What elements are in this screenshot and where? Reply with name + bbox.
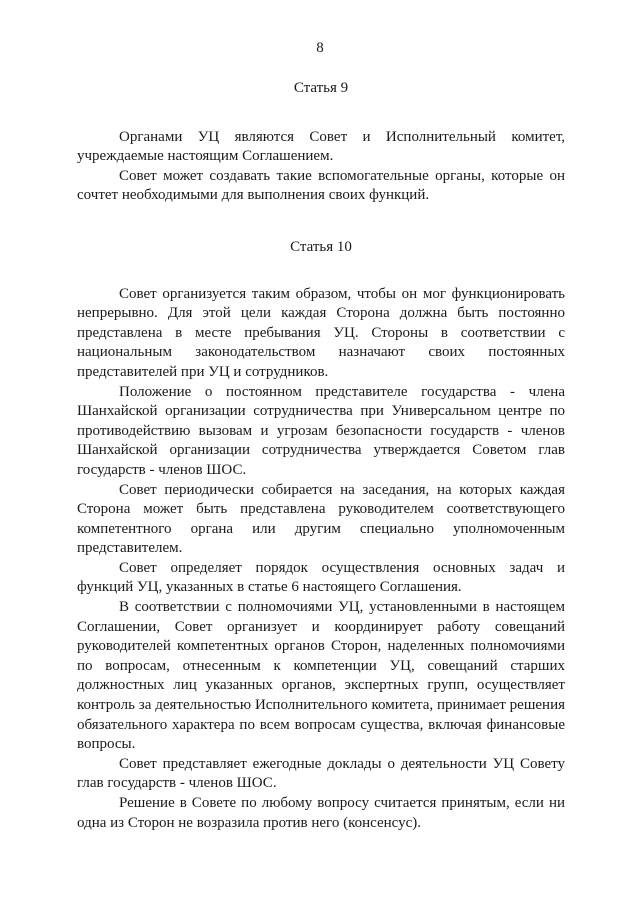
article-10-paragraph: Положение о постоянном представителе государства - члена Шанхайской организации сотрудничества при Универсальном центре по противодействию вызовам и угрозам безопасности государств - членов Шанхайской организации сотрудничества утверждается Советом глав государств - членов ШОС. bbox=[77, 383, 565, 478]
article-10-paragraph: Совет представляет ежегодные доклады о деятельности УЦ Совету глав государств - членов ШОС. bbox=[77, 755, 565, 792]
article-10-paragraph: Совет определяет порядок осуществления основных задач и функций УЦ, указанных в статье 6 настоящего Соглашения. bbox=[77, 559, 565, 596]
article-10-heading: Статья 10 bbox=[290, 238, 352, 255]
article-9-paragraph: Органами УЦ являются Совет и Исполнительный комитет, учреждаемые настоящим Соглашением. bbox=[77, 128, 565, 165]
article-10-paragraph: Совет организуется таким образом, чтобы он мог функционировать непрерывно. Для этой цели каждая Сторона должна быть постоянно представлена в месте пребывания УЦ. Стороны в соответствии с национальным законодательством назначают своих постоянных представителей при УЦ и сотрудников. bbox=[77, 285, 565, 380]
article-9-heading: Статья 9 bbox=[293, 80, 349, 96]
document-body bbox=[77, 79, 565, 833]
article-10-paragraph: В соответствии с полномочиями УЦ, установленными в настоящем Соглашении, Совет организует и координирует работу совещаний руководителей компетентных органов Сторон, наделенных полномочиями по вопросам, отнесенным к компетенции УЦ, совещаний старших должностных лиц указанных органов, экспертных групп, осуществляет контроль за деятельностью Исполнительного комитета, принимает решения обязательного характера по всем вопросам существа, включая финансовые вопросы. bbox=[77, 599, 565, 753]
article-10-paragraph: Совет периодически собирается на заседания, на которых каждая Сторона может быть представлена руководителем соответствующего компетентного органа или другим специально уполномоченным представителем. bbox=[77, 481, 565, 557]
article-10-paragraph: Решение в Совете по любому вопросу считается принятым, если ни одна из Сторон не возразила против него (консенсус). bbox=[77, 795, 565, 831]
page-number: 8 bbox=[316, 40, 324, 56]
article-9-paragraph: Совет может создавать такие вспомогательные органы, которые он сочтет необходимыми для выполнения своих функций. bbox=[77, 167, 565, 204]
